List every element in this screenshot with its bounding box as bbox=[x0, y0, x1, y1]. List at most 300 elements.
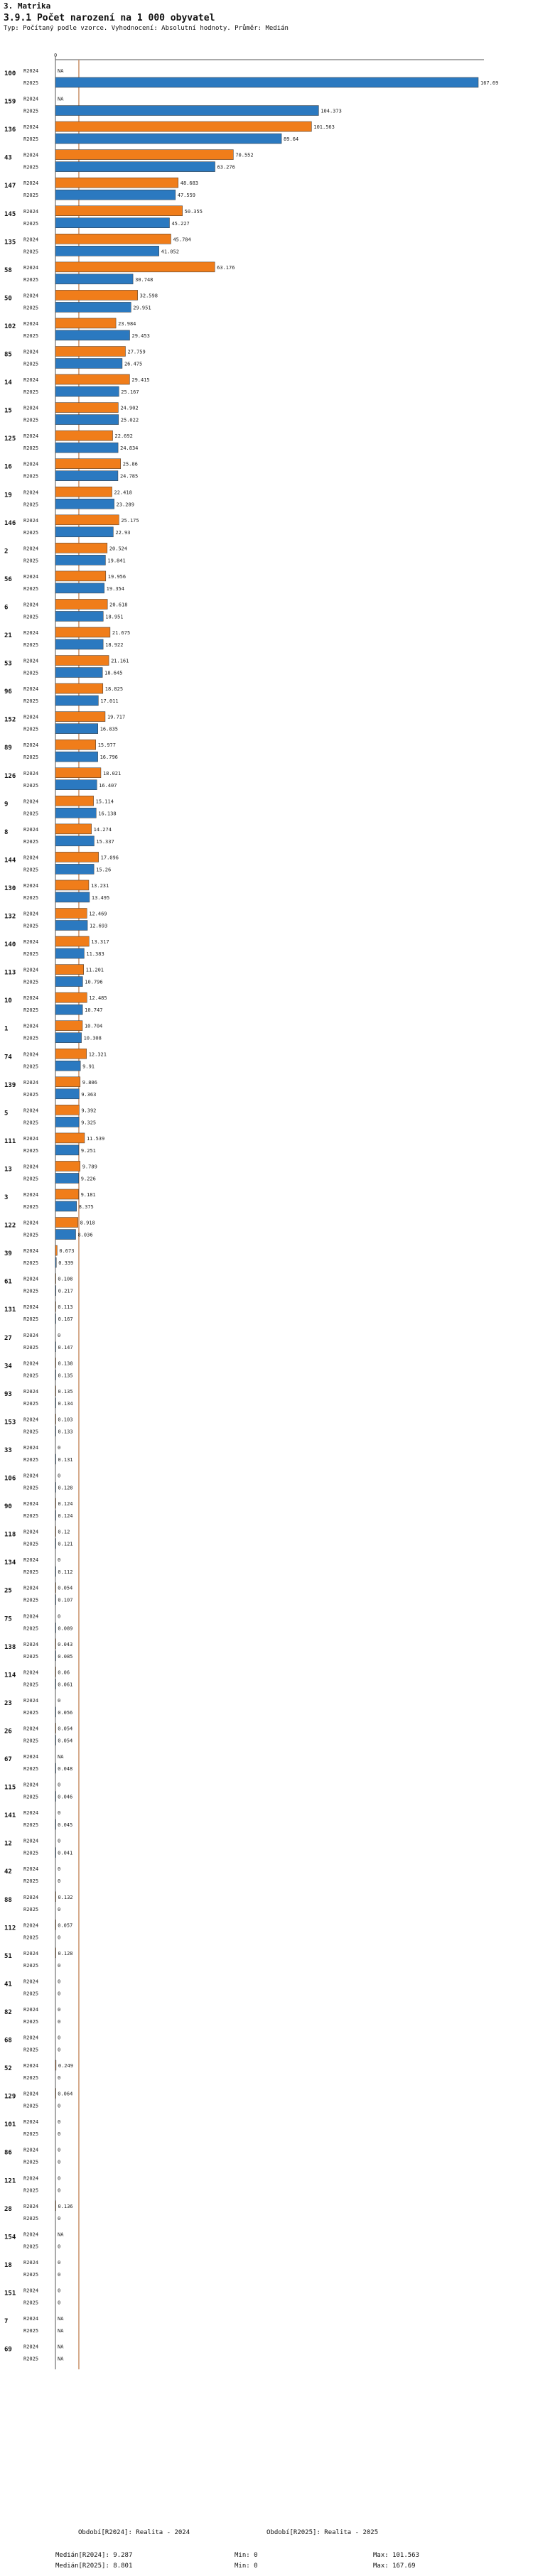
data-label: 0 bbox=[58, 2288, 61, 2294]
bar-r2025 bbox=[55, 724, 98, 734]
data-label: 9.251 bbox=[80, 1147, 96, 1154]
bar-r2024 bbox=[55, 1021, 82, 1031]
series-label: R2024 bbox=[23, 573, 39, 580]
series-label: R2024 bbox=[23, 1557, 39, 1564]
series-label: R2025 bbox=[23, 80, 39, 86]
category-label: 138 bbox=[4, 1643, 16, 1651]
data-label: 0 bbox=[58, 1810, 61, 1817]
series-label: R2024 bbox=[23, 1079, 39, 1086]
bar-r2024 bbox=[55, 290, 138, 300]
data-label: 63.176 bbox=[217, 264, 235, 271]
data-label: NA bbox=[58, 2344, 64, 2350]
data-label: 0.057 bbox=[58, 1922, 73, 1929]
category-label: 86 bbox=[4, 2149, 12, 2157]
data-label: 45.227 bbox=[171, 220, 190, 227]
data-label: NA bbox=[58, 1754, 64, 1760]
data-label: 0 bbox=[58, 1962, 61, 1969]
data-label: NA bbox=[58, 68, 64, 74]
series-label: R2025 bbox=[23, 220, 39, 227]
series-label: R2025 bbox=[23, 1204, 39, 1210]
bar-r2025 bbox=[55, 246, 159, 256]
category-label: 82 bbox=[4, 2008, 12, 2016]
data-label: 0.136 bbox=[58, 2203, 73, 2209]
data-label: 0.108 bbox=[58, 1276, 73, 1282]
category-label: 154 bbox=[4, 2234, 16, 2241]
series-label: R2024 bbox=[23, 1332, 39, 1338]
series-label: R2024 bbox=[23, 1501, 39, 1508]
bar-r2025 bbox=[55, 892, 90, 902]
series-label: R2024 bbox=[23, 124, 39, 131]
data-label: 9.91 bbox=[82, 1064, 95, 1070]
data-label: 0.085 bbox=[58, 1653, 73, 1660]
series-label: R2024 bbox=[23, 2203, 39, 2209]
bar-r2024 bbox=[55, 2201, 56, 2211]
bar-r2024 bbox=[55, 459, 121, 469]
category-label: 42 bbox=[4, 1868, 12, 1876]
series-label: R2025 bbox=[23, 1429, 39, 1435]
data-label: 15.977 bbox=[97, 742, 116, 749]
data-label: 0 bbox=[58, 1782, 61, 1788]
bar-r2024 bbox=[55, 1274, 56, 1284]
bar-r2025 bbox=[55, 1201, 77, 1211]
series-label: R2024 bbox=[23, 1922, 39, 1929]
data-label: 30.748 bbox=[135, 276, 154, 283]
bar-r2024 bbox=[55, 1723, 56, 1733]
data-label: 0.107 bbox=[58, 1597, 73, 1603]
series-label: R2024 bbox=[23, 1838, 39, 1844]
series-label: R2024 bbox=[23, 1810, 39, 1817]
data-label: 0 bbox=[58, 2131, 61, 2138]
category-label: 121 bbox=[4, 2177, 16, 2185]
bar-r2024 bbox=[55, 1049, 87, 1059]
series-label: R2024 bbox=[23, 2147, 39, 2153]
bar-r2025 bbox=[55, 1566, 56, 1576]
category-label: 89 bbox=[4, 745, 12, 752]
footer-median-2024: Medián[R2024]: 9.287 bbox=[55, 2552, 133, 2559]
category-label: 12 bbox=[4, 1840, 12, 1848]
data-label: 9.789 bbox=[82, 1164, 97, 1170]
series-label: R2025 bbox=[23, 2271, 39, 2278]
bar-r2024 bbox=[55, 543, 107, 553]
series-label: R2024 bbox=[23, 96, 39, 102]
data-label: 0.135 bbox=[58, 1373, 73, 1379]
series-label: R2024 bbox=[23, 152, 39, 158]
series-label: R2025 bbox=[23, 1513, 39, 1520]
data-label: 0 bbox=[58, 1613, 61, 1620]
bar-r2024 bbox=[55, 712, 105, 722]
data-label: 9.392 bbox=[81, 1108, 97, 1114]
series-label: R2025 bbox=[23, 1709, 39, 1716]
bar-r2025 bbox=[55, 948, 84, 958]
series-label: R2025 bbox=[23, 1569, 39, 1576]
data-label: 45.784 bbox=[173, 237, 191, 243]
data-label: 0.133 bbox=[58, 1429, 73, 1435]
category-label: 68 bbox=[4, 2037, 12, 2045]
bar-r2024 bbox=[55, 599, 107, 609]
data-label: 0.048 bbox=[58, 1766, 73, 1772]
category-label: 50 bbox=[4, 295, 12, 303]
data-label: 0.217 bbox=[58, 1288, 73, 1294]
series-label: R2025 bbox=[23, 1456, 39, 1463]
series-label: R2024 bbox=[23, 2231, 39, 2238]
category-label: 118 bbox=[4, 1531, 16, 1539]
bar-r2025 bbox=[55, 1483, 56, 1493]
series-label: R2025 bbox=[23, 361, 39, 367]
category-label: 3 bbox=[4, 1194, 9, 1201]
series-label: R2024 bbox=[23, 826, 39, 833]
bar-r2024 bbox=[55, 768, 101, 778]
category-label: 144 bbox=[4, 857, 16, 865]
data-label: 0 bbox=[58, 1934, 61, 1941]
data-label: 15.114 bbox=[95, 799, 114, 805]
data-label: 25.86 bbox=[122, 461, 138, 467]
bar-r2025 bbox=[55, 302, 131, 312]
series-label: R2024 bbox=[23, 1894, 39, 1900]
series-label: R2025 bbox=[23, 389, 39, 396]
series-label: R2025 bbox=[23, 249, 39, 255]
bar-r2025 bbox=[55, 1651, 56, 1661]
category-label: 21 bbox=[4, 632, 12, 639]
bar-r2025 bbox=[55, 274, 133, 284]
data-label: 0 bbox=[58, 2147, 61, 2153]
bar-r2024 bbox=[55, 1583, 56, 1593]
series-label: R2024 bbox=[23, 686, 39, 693]
category-label: 18 bbox=[4, 2261, 12, 2269]
bar-r2024 bbox=[55, 1161, 80, 1171]
series-label: R2025 bbox=[23, 1934, 39, 1941]
data-label: 19.841 bbox=[107, 558, 126, 564]
series-label: R2024 bbox=[23, 208, 39, 215]
series-label: R2025 bbox=[23, 1288, 39, 1294]
bar-r2025 bbox=[55, 1230, 76, 1240]
series-label: R2025 bbox=[23, 2075, 39, 2082]
series-label: R2025 bbox=[23, 754, 39, 761]
series-label: R2025 bbox=[23, 2244, 39, 2250]
category-label: 74 bbox=[4, 1054, 12, 1061]
series-label: R2025 bbox=[23, 698, 39, 705]
data-label: 0 bbox=[58, 1332, 61, 1338]
bar-r2025 bbox=[55, 780, 97, 790]
bar-r2025 bbox=[55, 1314, 56, 1324]
bar-r2025 bbox=[55, 1117, 79, 1127]
series-label: R2025 bbox=[23, 2159, 39, 2165]
data-label: 0.089 bbox=[58, 1625, 73, 1632]
series-label: R2024 bbox=[23, 2175, 39, 2182]
category-label: 145 bbox=[4, 210, 16, 218]
data-label: 17.011 bbox=[100, 698, 119, 705]
category-label: 56 bbox=[4, 575, 12, 583]
series-label: R2025 bbox=[23, 811, 39, 817]
category-label: 1 bbox=[4, 1025, 9, 1033]
series-label: R2024 bbox=[23, 1108, 39, 1114]
series-label: R2025 bbox=[23, 502, 39, 508]
series-label: R2025 bbox=[23, 2300, 39, 2306]
series-label: R2024 bbox=[23, 2006, 39, 2013]
data-label: 0.054 bbox=[58, 1738, 73, 1744]
data-label: 0.054 bbox=[58, 1585, 73, 1591]
series-label: R2025 bbox=[23, 332, 39, 339]
category-label: 6 bbox=[4, 604, 9, 612]
section-heading: 3. Matrika bbox=[4, 1, 51, 11]
data-label: 0 bbox=[58, 2271, 61, 2278]
data-label: 11.383 bbox=[86, 951, 104, 958]
bar-r2024 bbox=[55, 403, 118, 413]
category-label: 41 bbox=[4, 1981, 12, 1988]
category-label: 52 bbox=[4, 2065, 12, 2073]
data-label: 18.951 bbox=[105, 614, 124, 620]
bar-r2024 bbox=[55, 318, 116, 328]
data-label: 0.131 bbox=[58, 1456, 73, 1463]
series-label: R2024 bbox=[23, 1192, 39, 1198]
bar-r2025 bbox=[55, 1539, 56, 1549]
data-label: 29.951 bbox=[133, 305, 151, 311]
data-label: 11.539 bbox=[86, 1135, 105, 1142]
bar-r2025 bbox=[55, 1454, 56, 1464]
data-label: 19.956 bbox=[107, 573, 126, 580]
data-label: 21.161 bbox=[111, 658, 129, 664]
series-label: R2024 bbox=[23, 1360, 39, 1367]
category-label: 15 bbox=[4, 407, 12, 415]
data-label: 0 bbox=[58, 1979, 61, 1985]
series-label: R2024 bbox=[23, 2344, 39, 2350]
data-label: 0 bbox=[58, 1906, 61, 1912]
bar-r2025 bbox=[55, 106, 318, 116]
category-label: 112 bbox=[4, 1925, 16, 1932]
data-label: NA bbox=[58, 2356, 64, 2362]
series-label: R2024 bbox=[23, 2091, 39, 2097]
series-label: R2025 bbox=[23, 2131, 39, 2138]
series-label: R2024 bbox=[23, 2316, 39, 2322]
category-label: 27 bbox=[4, 1334, 12, 1342]
category-label: 135 bbox=[4, 239, 16, 247]
category-label: 114 bbox=[4, 1672, 16, 1679]
series-label: R2024 bbox=[23, 1866, 39, 1873]
data-label: 25.167 bbox=[121, 389, 139, 396]
series-label: R2024 bbox=[23, 1754, 39, 1760]
series-label: R2025 bbox=[23, 1822, 39, 1829]
category-label: 9 bbox=[4, 801, 9, 808]
series-label: R2024 bbox=[23, 517, 39, 524]
data-label: 22.692 bbox=[114, 433, 133, 440]
series-label: R2024 bbox=[23, 405, 39, 411]
data-label: 50.355 bbox=[184, 208, 203, 215]
bar-r2025 bbox=[55, 977, 82, 987]
category-label: 90 bbox=[4, 1503, 12, 1511]
bar-r2024 bbox=[55, 1892, 56, 1902]
data-label: NA bbox=[58, 2231, 64, 2238]
series-label: R2024 bbox=[23, 630, 39, 636]
category-label: 51 bbox=[4, 1952, 12, 1960]
series-label: R2025 bbox=[23, 782, 39, 789]
bar-r2024 bbox=[55, 1639, 56, 1649]
series-label: R2024 bbox=[23, 1669, 39, 1676]
data-label: 0.12 bbox=[58, 1529, 70, 1535]
category-label: 2 bbox=[4, 548, 9, 556]
category-label: 93 bbox=[4, 1390, 12, 1398]
category-label: 111 bbox=[4, 1137, 16, 1145]
data-label: 10.308 bbox=[83, 1035, 102, 1041]
series-label: R2025 bbox=[23, 1344, 39, 1351]
series-label: R2024 bbox=[23, 770, 39, 776]
series-label: R2024 bbox=[23, 995, 39, 1002]
bar-r2025 bbox=[55, 1623, 56, 1633]
bar-r2024 bbox=[55, 1218, 78, 1228]
category-label: 113 bbox=[4, 969, 16, 977]
category-label: 147 bbox=[4, 183, 16, 190]
bar-r2025 bbox=[55, 527, 113, 537]
series-label: R2024 bbox=[23, 2035, 39, 2041]
data-label: 0.046 bbox=[58, 1794, 73, 1800]
series-label: R2025 bbox=[23, 1007, 39, 1014]
bar-r2025 bbox=[55, 330, 130, 340]
series-label: R2025 bbox=[23, 2018, 39, 2025]
category-label: 14 bbox=[4, 379, 12, 387]
data-label: 24.834 bbox=[120, 445, 139, 452]
bar-r2025 bbox=[55, 611, 103, 621]
data-label: 0 bbox=[58, 2047, 61, 2053]
bar-r2024 bbox=[55, 1667, 56, 1677]
bar-r2025 bbox=[55, 555, 105, 565]
category-label: 130 bbox=[4, 884, 16, 892]
data-label: 15.26 bbox=[96, 867, 112, 873]
bar-r2024 bbox=[55, 627, 110, 637]
bar-r2025 bbox=[55, 1510, 56, 1520]
series-label: R2024 bbox=[23, 349, 39, 355]
data-label: 8.375 bbox=[78, 1204, 94, 1210]
data-label: 0.132 bbox=[58, 1894, 73, 1900]
series-label: R2024 bbox=[23, 1388, 39, 1395]
category-label: 159 bbox=[4, 98, 16, 106]
bar-r2024 bbox=[55, 740, 96, 749]
series-label: R2025 bbox=[23, 558, 39, 564]
data-label: 0 bbox=[58, 1991, 61, 1997]
bar-r2025 bbox=[55, 134, 281, 144]
bar-r2024 bbox=[55, 2089, 56, 2099]
bar-r2025 bbox=[55, 1398, 56, 1408]
data-label: 0.134 bbox=[58, 1400, 73, 1407]
series-label: R2025 bbox=[23, 164, 39, 171]
series-label: R2024 bbox=[23, 68, 39, 74]
series-label: R2025 bbox=[23, 1091, 39, 1098]
series-label: R2024 bbox=[23, 237, 39, 243]
bar-r2025 bbox=[55, 1033, 82, 1043]
data-label: 20.618 bbox=[109, 602, 128, 608]
data-label: 0.124 bbox=[58, 1513, 73, 1520]
series-label: R2024 bbox=[23, 546, 39, 552]
series-label: R2024 bbox=[23, 1613, 39, 1620]
category-label: 151 bbox=[4, 2290, 16, 2298]
data-label: 63.276 bbox=[217, 164, 235, 171]
category-label: 75 bbox=[4, 1616, 12, 1623]
category-label: 146 bbox=[4, 519, 16, 527]
category-label: 96 bbox=[4, 688, 12, 696]
series-label: R2025 bbox=[23, 529, 39, 536]
series-label: R2025 bbox=[23, 1625, 39, 1632]
bar-r2025 bbox=[55, 1707, 56, 1717]
series-label: R2024 bbox=[23, 1023, 39, 1029]
series-label: R2024 bbox=[23, 1979, 39, 1985]
data-label: 18.021 bbox=[102, 770, 122, 776]
footer-min-2025: Min: 0 bbox=[235, 2563, 258, 2570]
bar-r2025 bbox=[55, 1342, 56, 1352]
data-label: 23.984 bbox=[118, 320, 136, 327]
data-label: 0 bbox=[58, 2300, 61, 2306]
bar-r2025 bbox=[55, 499, 114, 509]
data-label: 0 bbox=[58, 2119, 61, 2126]
data-label: 0.128 bbox=[58, 1950, 73, 1957]
data-label: 13.231 bbox=[90, 882, 109, 889]
footer-min-2024: Min: 0 bbox=[235, 2552, 258, 2559]
data-label: 14.274 bbox=[93, 826, 112, 833]
data-label: 25.175 bbox=[121, 517, 139, 524]
category-label: 153 bbox=[4, 1419, 16, 1427]
series-label: R2024 bbox=[23, 320, 39, 327]
data-label: 0.041 bbox=[58, 1850, 73, 1856]
footer-max-2025: Max: 167.69 bbox=[373, 2563, 416, 2570]
data-label: 0 bbox=[58, 2006, 61, 2013]
bar-r2025 bbox=[55, 386, 119, 396]
series-label: R2025 bbox=[23, 1120, 39, 1126]
bar-r2024 bbox=[55, 656, 109, 666]
bar-r2025 bbox=[55, 415, 119, 425]
data-label: 18.645 bbox=[104, 670, 123, 676]
series-label: R2025 bbox=[23, 894, 39, 901]
series-label: R2024 bbox=[23, 1220, 39, 1226]
category-label: 61 bbox=[4, 1278, 12, 1286]
series-label: R2025 bbox=[23, 838, 39, 845]
data-label: 10.796 bbox=[85, 979, 103, 985]
data-label: 10.704 bbox=[84, 1023, 103, 1029]
bar-r2025 bbox=[55, 1005, 82, 1014]
bar-r2025 bbox=[55, 471, 118, 481]
series-label: R2025 bbox=[23, 585, 39, 592]
series-label: R2025 bbox=[23, 1794, 39, 1800]
category-label: 152 bbox=[4, 716, 16, 724]
series-label: R2025 bbox=[23, 108, 39, 114]
series-label: R2025 bbox=[23, 1682, 39, 1688]
data-label: 0.103 bbox=[58, 1417, 73, 1423]
category-label: 134 bbox=[4, 1559, 16, 1567]
data-label: 16.138 bbox=[98, 811, 117, 817]
bar-r2024 bbox=[55, 880, 89, 890]
category-label: 102 bbox=[4, 323, 16, 330]
category-label: 39 bbox=[4, 1250, 12, 1258]
data-label: 0.112 bbox=[58, 1569, 73, 1576]
series-label: R2025 bbox=[23, 1232, 39, 1238]
category-label: 100 bbox=[4, 70, 16, 77]
series-label: R2025 bbox=[23, 1962, 39, 1969]
bar-r2024 bbox=[55, 178, 178, 188]
series-label: R2024 bbox=[23, 1051, 39, 1058]
bar-r2024 bbox=[55, 1245, 57, 1255]
data-label: 13.317 bbox=[91, 939, 109, 946]
series-label: R2025 bbox=[23, 1035, 39, 1041]
data-label: 25.022 bbox=[120, 417, 139, 423]
category-label: 141 bbox=[4, 1812, 16, 1820]
series-label: R2024 bbox=[23, 1473, 39, 1479]
data-label: 0 bbox=[58, 2187, 61, 2194]
data-label: 8.918 bbox=[80, 1220, 95, 1226]
bar-r2024 bbox=[55, 1133, 85, 1143]
data-label: 0.121 bbox=[58, 1541, 73, 1547]
bar-r2024 bbox=[55, 1358, 56, 1368]
series-label: R2024 bbox=[23, 377, 39, 384]
footer-median-2025: Medián[R2025]: 8.801 bbox=[55, 2563, 133, 2570]
bar-r2024 bbox=[55, 234, 171, 244]
bar-r2025 bbox=[55, 921, 87, 931]
series-label: R2025 bbox=[23, 1878, 39, 1885]
series-label: R2024 bbox=[23, 1248, 39, 1255]
